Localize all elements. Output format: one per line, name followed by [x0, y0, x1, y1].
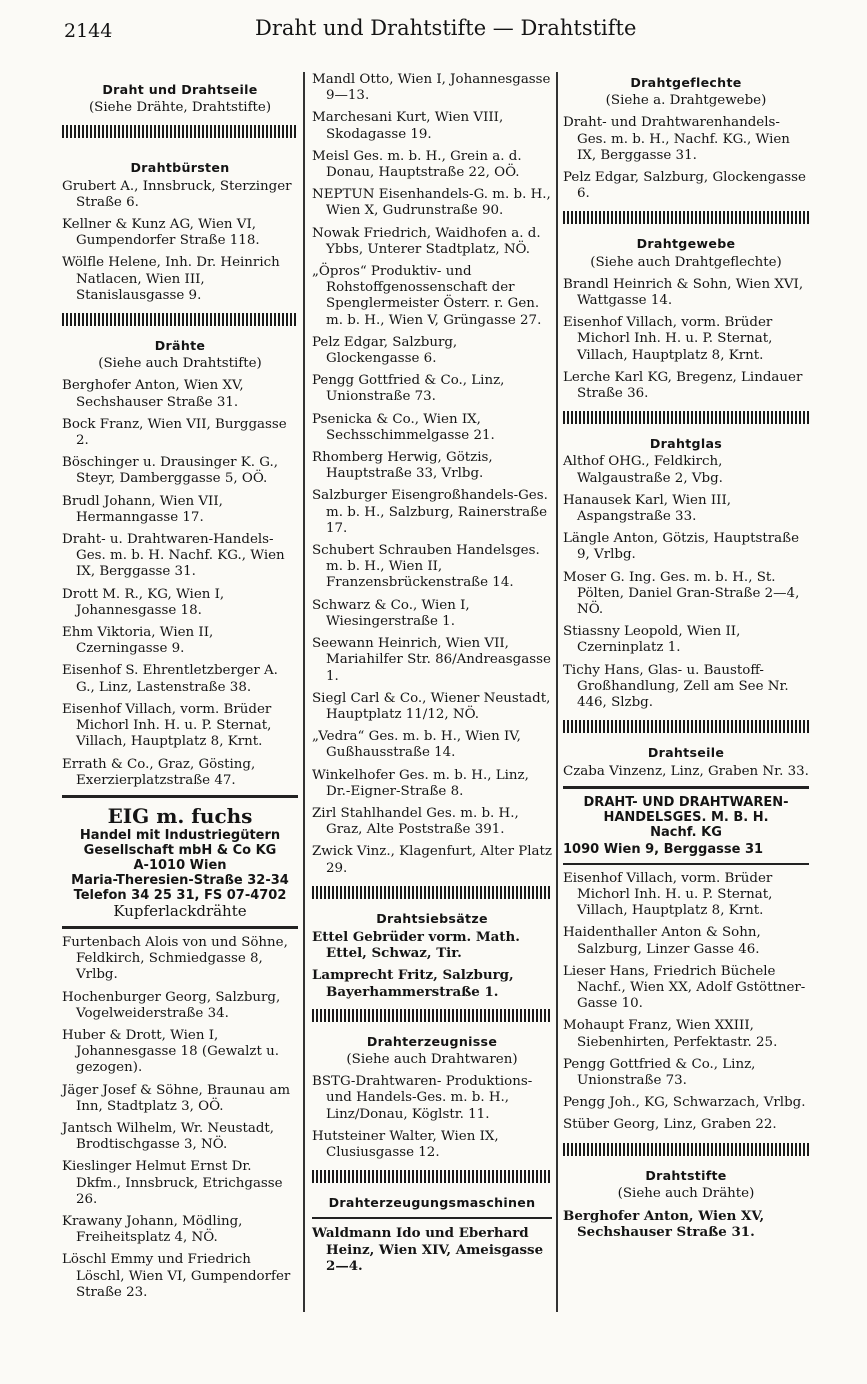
- directory-entry: Berghofer Anton, Wien XV, Sechshauser Straße 31.: [563, 1207, 765, 1241]
- entry-list: [62, 935, 298, 1301]
- ad-line: Maria-Theresien-Straße 32-34: [71, 872, 289, 888]
- directory-entry: Eisenhof Villach, vorm. Brüder Michorl Inh. H. u. P. Sternat, Villach, Hauptplatz 8, Krnt.: [563, 315, 773, 363]
- directory-entry: Psenicka & Co., Wien IX, Sechsschimmelgasse 21.: [312, 411, 495, 443]
- directory-entry: Brandl Heinrich & Sohn, Wien XVI, Wattgasse 14.: [563, 276, 804, 309]
- entry-list: [312, 929, 552, 1000]
- section-title-drahtgewebe: Drahtgewebe: [636, 236, 736, 252]
- section-divider: [563, 411, 809, 424]
- directory-entry: Tichy Hans, Glas- u. Baustoff-Großhandlung, Zell am See Nr. 446, Slzbg.: [563, 662, 789, 711]
- section-divider: [62, 313, 298, 326]
- entry-list: [563, 277, 809, 402]
- page-number: 2144: [64, 20, 113, 42]
- ad-tagline: Kupferlackdrähte: [113, 901, 247, 920]
- directory-entry: Eisenhof Villach, vorm. Brüder Michorl Inh. H. u. P. Sternat, Villach, Hauptplatz 8, Krnt.: [62, 701, 272, 750]
- directory-entry: Althof OHG., Feldkirch, Walgaustraße 2, Vbg.: [563, 454, 723, 486]
- directory-entry: Pengg Gottfried & Co., Linz, Unionstraße 73.: [312, 373, 505, 405]
- directory-entry: Kellner & Kunz AG, Wien VI, Gumpendorfer Straße 118.: [62, 217, 260, 249]
- directory-entry: Nowak Friedrich, Waidhofen a. d. Ybbs, Unterer Stadtplatz, NÖ.: [312, 225, 541, 257]
- entry-list: [312, 72, 552, 877]
- ad-line: Gesellschaft mbH & Co KG: [83, 842, 277, 858]
- directory-entry: Lieser Hans, Friedrich Büchele Nachf., Wien XX, Adolf Gstöttner-Gasse 10.: [563, 963, 806, 1012]
- directory-entry: Pengg Joh., KG, Schwarzach, Vrlbg.: [563, 1095, 806, 1111]
- entry-list: [563, 1208, 809, 1240]
- column-rule-left: [303, 72, 305, 1312]
- directory-entry: Hochenburger Georg, Salzburg, Vogelweiderstraße 34.: [62, 989, 281, 1021]
- directory-entry: Ehm Viktoria, Wien II, Czerningasse 9.: [62, 625, 214, 657]
- directory-entry: Rhomberg Herwig, Götzis, Hauptstraße 33, Vrlbg.: [312, 450, 493, 482]
- section-rule: [312, 1217, 552, 1219]
- see-also: (Siehe auch Drahtstifte): [98, 356, 262, 372]
- directory-entry: Errath & Co., Graz, Gösting, Exerzierplatzstraße 47.: [62, 756, 256, 788]
- column-1: [62, 72, 298, 1307]
- directory-entry: Jantsch Wilhelm, Wr. Neustadt, Brodtischgasse 3, NÖ.: [62, 1120, 275, 1153]
- entry-list: [312, 1074, 552, 1161]
- ad-line: Nachf. KG: [650, 824, 722, 840]
- see-also: (Siehe auch Drahtwaren): [346, 1051, 518, 1067]
- directory-entry: Meisl Ges. m. b. H., Grein a. d. Donau, Hauptstraße 22, OÖ.: [312, 148, 522, 181]
- directory-entry: Waldmann Ido und Eberhard Heinz, Wien XIV, Ameisgasse 2—4.: [312, 1225, 544, 1274]
- section-title-drahterzeugnisse: Drahterzeugnisse: [366, 1033, 498, 1049]
- entry-list: [563, 115, 809, 202]
- directory-entry: Pelz Edgar, Salzburg, Glockengasse 6.: [312, 334, 458, 367]
- section-title-drahtstifte: Drahtstifte: [645, 1167, 727, 1183]
- directory-entry: Draht- und Drahtwarenhandels-Ges. m. b. H., Nachf. KG., Wien IX, Berggasse 31.: [563, 115, 790, 163]
- directory-entry: Czaba Vinzenz, Linz, Graben Nr. 33.: [563, 763, 809, 779]
- directory-entry: „Öpros“ Produktiv- und Rohstoffgenossenschaft der Spenglermeister Österr. r. Gen. m. b. H., Wien V, Grüngasse 27.: [312, 264, 542, 328]
- directory-entry: NEPTUN Eisenhandels-G. m. b. H., Wien X, Gudrunstraße 90.: [312, 187, 551, 219]
- ad-address: 1090 Wien 9, Berggasse 31: [563, 841, 764, 857]
- ad-line: Telefon 34 25 31, FS 07-4702: [73, 887, 287, 903]
- directory-entry: Bock Franz, Wien VII, Burggasse 2.: [62, 416, 287, 449]
- section-divider: [312, 1170, 552, 1183]
- see-also: (Siehe auch Drähte): [617, 1185, 755, 1201]
- ad-line: A-1010 Wien: [133, 857, 227, 873]
- section-title-drahtseile: Drahtseile: [647, 745, 725, 761]
- directory-entry: Löschl Emmy und Friedrich Löschl, Wien VI, Gumpendorfer Straße 23.: [62, 1252, 291, 1300]
- directory-entry: Längle Anton, Götzis, Hauptstraße 9, Vrlbg.: [563, 531, 800, 563]
- directory-entry: Pengg Gottfried & Co., Linz, Unionstraße 73.: [563, 1056, 756, 1088]
- ad-line: HANDELSGES. M. B. H.: [603, 809, 769, 825]
- directory-entry: Seewann Heinrich, Wien VII, Mariahilfer Str. 86/Andreasgasse 1.: [312, 636, 551, 684]
- section-title-draehte: Drähte: [154, 338, 206, 354]
- section-divider: [62, 125, 298, 138]
- entry-list: [563, 871, 809, 1134]
- section-divider: [563, 720, 809, 733]
- section-divider: [563, 211, 809, 224]
- section-title-draht-und-drahtseile: Draht und Drahtseile: [102, 82, 258, 97]
- section-title-drahtbuersten: Drahtbürsten: [130, 160, 230, 176]
- ad-bottom-rule: [62, 926, 298, 929]
- directory-entry: Krawany Johann, Mödling, Freiheitsplatz 4, NÖ.: [62, 1213, 243, 1246]
- directory-entry: „Vedra“ Ges. m. b. H., Wien IV, Gußhausstraße 14.: [312, 729, 521, 761]
- directory-entry: Stüber Georg, Linz, Graben 22.: [563, 1117, 777, 1133]
- directory-entry: Pelz Edgar, Salzburg, Glockengasse 6.: [563, 170, 806, 202]
- directory-entry: Berghofer Anton, Wien XV, Sechshauser Straße 31.: [62, 378, 244, 410]
- directory-entry: Jäger Josef & Söhne, Braunau am Inn, Stadtplatz 3, OÖ.: [62, 1082, 291, 1114]
- section-divider: [312, 1009, 552, 1022]
- directory-entry: Lerche Karl KG, Bregenz, Lindauer Straße 36.: [563, 369, 803, 402]
- directory-entry: Schwarz & Co., Wien I, Wiesingerstraße 1.: [312, 597, 470, 629]
- directory-entry: BSTG-Drahtwaren- Produktions- und Handels-Ges. m. b. H., Linz/Donau, Köglstr. 11.: [312, 1074, 533, 1122]
- ad-line: DRAHT- UND DRAHTWAREN-: [583, 794, 789, 810]
- section-divider: [312, 886, 552, 899]
- ad-bottom-rule: [563, 863, 809, 865]
- section-divider: [563, 1143, 809, 1156]
- section-title-drahterzeugungsmaschinen: Drahterzeugungsmaschinen: [328, 1195, 536, 1211]
- directory-entry: Salzburger Eisengroßhandels-Ges. m. b. H., Salzburg, Rainerstraße 17.: [312, 488, 548, 536]
- directory-entry: Zwick Vinz., Klagenfurt, Alter Platz 29.: [312, 844, 552, 876]
- directory-entry: Furtenbach Alois von und Söhne, Feldkirch, Schmiedgasse 8, Vrlbg.: [62, 934, 288, 983]
- directory-entry: Lamprecht Fritz, Salzburg, Bayerhammerstraße 1.: [312, 967, 514, 1000]
- see-also: (Siehe auch Drahtgeflechte): [590, 254, 782, 270]
- advertisement-draht-handelsges: [563, 795, 809, 857]
- directory-entry: Moser G. Ing. Ges. m. b. H., St. Pölten, Daniel Gran-Straße 2—4, NÖ.: [563, 569, 800, 618]
- ad-top-rule: [563, 786, 809, 789]
- entry-list: [312, 1225, 552, 1274]
- directory-entry: Hanausek Karl, Wien III, Aspangstraße 33.: [563, 492, 731, 525]
- directory-entry: Wölfle Helene, Inh. Dr. Heinrich Natlacen, Wien III, Stanislausgasse 9.: [62, 255, 280, 303]
- directory-entry: Winkelhofer Ges. m. b. H., Linz, Dr.-Eigner-Straße 8.: [312, 767, 529, 799]
- directory-entry: Stiassny Leopold, Wien II, Czerninplatz 1.: [563, 624, 741, 656]
- see-also: (Siehe Drähte, Drahtstifte): [88, 100, 272, 116]
- directory-entry: Kieslinger Helmut Ernst Dr. Dkfm., Innsbruck, Etrichgasse 26.: [62, 1159, 283, 1207]
- section-title-drahtglas: Drahtglas: [649, 436, 723, 452]
- directory-entry: Ettel Gebrüder vorm. Math. Ettel, Schwaz, Tir.: [312, 928, 520, 962]
- column-2: [312, 72, 552, 1280]
- directory-entry: Huber & Drott, Wien I, Johannesgasse 18 (Gewalzt u. gezogen).: [62, 1027, 280, 1076]
- section-title-drahtsiebsaetze: Drahtsiebsätze: [376, 910, 488, 926]
- directory-entry: Böschinger u. Drausinger K. G., Steyr, Damberggasse 5, OÖ.: [62, 455, 279, 487]
- directory-entry: Schubert Schrauben Handelsges. m. b. H., Wien II, Franzensbrückenstraße 14.: [312, 543, 540, 591]
- directory-entry: Marchesani Kurt, Wien VIII, Skodagasse 19.: [312, 110, 504, 142]
- directory-entry: Drott M. R., KG, Wien I, Johannesgasse 18.: [62, 586, 225, 618]
- section-title-drahtgeflechte: Drahtgeflechte: [630, 75, 742, 90]
- directory-entry: Mohaupt Franz, Wien XXIII, Siebenhirten, Perfektastr. 25.: [563, 1018, 778, 1050]
- ad-line: Handel mit Industriegütern: [79, 827, 281, 843]
- directory-entry: Haidenthaller Anton & Sohn, Salzburg, Linzer Gasse 46.: [563, 925, 761, 957]
- directory-entry: Eisenhof Villach, vorm. Brüder Michorl Inh. H. u. P. Sternat, Villach, Hauptplatz 8, Krnt.: [563, 870, 773, 919]
- entry-list: [62, 179, 298, 304]
- directory-entry: Siegl Carl & Co., Wiener Neustadt, Hauptplatz 11/12, NÖ.: [312, 690, 551, 722]
- column-3: [563, 72, 809, 1246]
- entry-list: [563, 764, 809, 780]
- entry-list: [62, 378, 298, 788]
- ad-company-name: EIG m. fuchs: [107, 803, 253, 828]
- advertisement-eig-fuchs: [62, 804, 298, 920]
- ad-top-rule: [62, 795, 298, 798]
- column-rule-right: [556, 72, 558, 1312]
- directory-entry: Draht- u. Drahtwaren-Handels-Ges. m. b. H. Nachf. KG., Wien IX, Berggasse 31.: [62, 532, 285, 580]
- directory-entry: Zirl Stahlhandel Ges. m. b. H., Graz, Alte Poststraße 391.: [312, 805, 519, 838]
- directory-entry: Hutsteiner Walter, Wien IX, Clusiusgasse 12.: [312, 1128, 499, 1160]
- directory-entry: Mandl Otto, Wien I, Johannesgasse 9—13.: [312, 72, 551, 104]
- directory-entry: Grubert A., Innsbruck, Sterzinger Straße 6.: [62, 178, 292, 210]
- see-also: (Siehe a. Drahtgewebe): [605, 93, 767, 109]
- page-title: Draht und Drahtstifte — Drahtstifte: [255, 16, 637, 40]
- entry-list: [563, 454, 809, 711]
- directory-entry: Eisenhof S. Ehrentletzberger A. G., Linz, Lastenstraße 38.: [62, 663, 278, 695]
- directory-entry: Brudl Johann, Wien VII, Hermanngasse 17.: [62, 493, 223, 525]
